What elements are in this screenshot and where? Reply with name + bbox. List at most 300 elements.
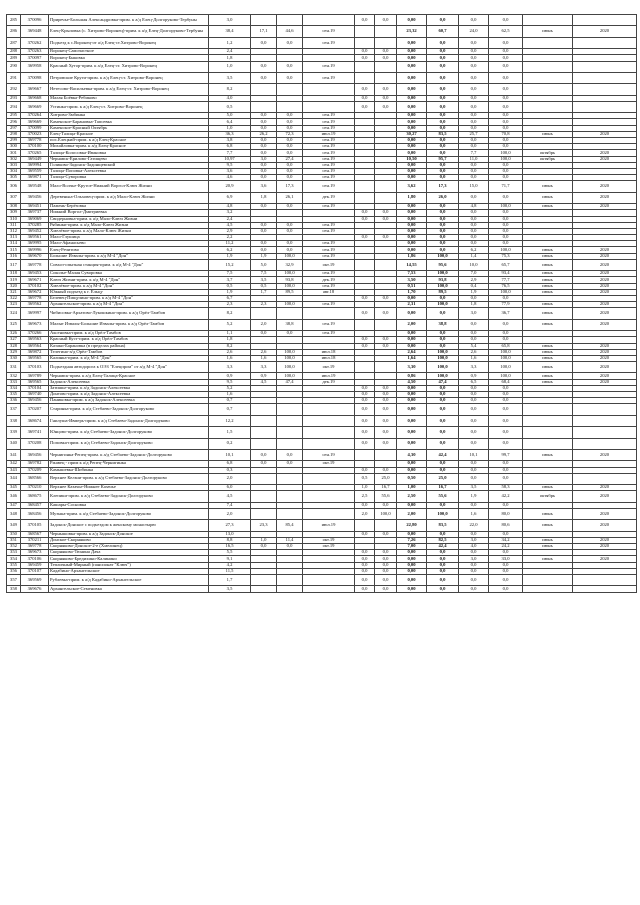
cell-length: 1,6 [209, 355, 251, 361]
cell-row-number: 294 [7, 101, 21, 112]
cell-plan-year: 2020 [573, 319, 637, 330]
cell-road-name: Хмелёвое-прим. к а/д М-4 "Дон" [49, 283, 209, 289]
cell-repaired-pct: 93,8 [277, 277, 303, 283]
cell-repaired-km: 0,0 [251, 544, 277, 550]
cell-plan-km: 0,0 [459, 15, 489, 26]
cell-inspection-date: сен.19 [303, 181, 355, 192]
cell-road-name: Каменское-Красный Октябрь [49, 125, 209, 131]
cell-road-name: Старинка-прим. к а/д Стебаево-Задонск-Долгоруково [49, 404, 209, 415]
cell-length: 3,5 [209, 586, 251, 592]
cell-inspection-date: сен.19 [303, 228, 355, 234]
cell-inspection-date: окт.19 [303, 544, 355, 550]
cell-length: 2,3 [209, 302, 251, 308]
cell-plan-pct: 0,0 [489, 562, 523, 568]
cell-total-km: 2,50 [397, 491, 427, 502]
cell-total-pct: 0,0 [427, 461, 459, 467]
cell-length: 3,7 [209, 277, 251, 283]
cell-plan-month: июнь [523, 259, 573, 270]
cell-repaired-pct: 0,0 [277, 150, 303, 156]
cell-plan-month: июнь [523, 271, 573, 277]
cell-road-id: 368675 [21, 491, 49, 502]
cell-road-name: Клепики-прим. к а/д Стебаево-Задонск-Долгоруково [49, 491, 209, 502]
cell-repaired-pct: 0,0 [277, 544, 303, 550]
cell-plan-year [573, 473, 637, 484]
cell-plan-km: 0,0 [459, 331, 489, 337]
cell-length: 3,6 [209, 168, 251, 174]
cell-total-km: 22,80 [397, 520, 427, 531]
cell-road-name: Задонск-Алексеевка [49, 379, 209, 385]
cell-plan-km: 0,0 [459, 138, 489, 144]
cell-length: 1,8 [209, 55, 251, 61]
cell-total-pct: 0,0 [427, 175, 459, 181]
cell-add-km: 0,0 [355, 550, 375, 556]
cell-total-km: 0,00 [397, 398, 427, 404]
cell-total-km: 0,00 [397, 531, 427, 537]
cell-road-name: Рублевка-прим. к а/д Кадабино-Архангельское [49, 574, 209, 585]
cell-plan-pct: 0,0 [489, 101, 523, 112]
cell-add-pct: 0,0 [375, 385, 397, 391]
cell-plan-month: июнь [523, 520, 573, 531]
cell-length: 11,5 [209, 568, 251, 574]
cell-repaired-pct: 0,0 [277, 72, 303, 83]
cell-total-pct: 0,0 [427, 101, 459, 112]
cell-total-pct: 0,0 [427, 331, 459, 337]
table-row [7, 259, 637, 270]
cell-plan-pct: 34,2 [489, 537, 523, 543]
cell-repaired-km: 3,5 [251, 277, 277, 283]
cell-length: 7,5 [209, 271, 251, 277]
cell-road-name: Чибисовка-Архатово-Лукошкино-прим. к а/д Орёл-Тамбов [49, 308, 209, 319]
table-row [7, 72, 637, 83]
cell-plan-km: 0,0 [459, 568, 489, 574]
cell-road-name: Воронец-Быковка [49, 55, 209, 61]
cell-road-name: Красный Куст-прим. к а/д Орёл-Тамбов [49, 337, 209, 343]
cell-plan-year [573, 84, 637, 95]
cell-total-pct: 0,0 [427, 586, 459, 592]
cell-road-id: 370209 [21, 467, 49, 473]
cell-road-name: Петровские Круги-прим. к а/д Елец-ст. Хитрово-Воронец [49, 72, 209, 83]
cell-row-number: 358 [7, 586, 21, 592]
cell-total-km: 0,00 [397, 404, 427, 415]
cell-total-km: 0,00 [397, 337, 427, 343]
cell-add-km: 2,5 [355, 491, 375, 502]
cell-road-id: 368674 [21, 415, 49, 426]
cell-plan-year: 2020 [573, 26, 637, 37]
cell-length: 7,4 [209, 502, 251, 508]
cell-plan-km: 0,9 [459, 373, 489, 379]
cell-road-name: Верхнее Кельчи-прим. к а/д Стебаево-Задонск-Долгоруково [49, 473, 209, 484]
cell-road-name: Затишье-прим. к а/д Задонск-Алексеевка [49, 385, 209, 391]
cell-total-pct: 0,0 [427, 398, 459, 404]
table-row [7, 283, 637, 289]
cell-inspection-date: сен.19 [303, 144, 355, 150]
cell-row-number: 295 [7, 113, 21, 119]
cell-repaired-pct: 100,0 [277, 271, 303, 277]
cell-inspection-date: сен.19 [303, 162, 355, 168]
cell-plan-month [523, 15, 573, 26]
cell-length: 2,4 [209, 216, 251, 222]
cell-plan-km: 10,0 [459, 259, 489, 270]
cell-length: 2,2 [209, 235, 251, 241]
document-sheet [6, 14, 636, 593]
cell-plan-month [523, 415, 573, 426]
cell-plan-month: октябрь [523, 156, 573, 162]
cell-plan-pct: 0,0 [489, 415, 523, 426]
cell-total-pct: 0,0 [427, 404, 459, 415]
cell-length: 3,5 [209, 72, 251, 83]
cell-plan-km: 0,0 [459, 95, 489, 101]
cell-row-number: 314 [7, 241, 21, 247]
cell-road-name: Совхоз-опытная станция-прим. к а/д М-4 "Дон" [49, 259, 209, 270]
cell-plan-km: 25,7 [459, 131, 489, 137]
cell-row-number: 325 [7, 319, 21, 330]
cell-plan-year: 2020 [573, 181, 637, 192]
cell-road-name: Рябинки-прим. к а/д Мало-Ключ Жизни [49, 222, 209, 228]
cell-repaired-pct: 0,0 [277, 331, 303, 337]
cell-plan-km: 0,0 [459, 385, 489, 391]
cell-plan-year: 2020 [573, 349, 637, 355]
cell-road-name: Талица-Поповка-Алексеевка [49, 168, 209, 174]
cell-road-id: 370098 [21, 72, 49, 83]
cell-row-number: 332 [7, 373, 21, 379]
cell-road-name: Задонск-Донское с подъездом к женскому монастырю [49, 520, 209, 531]
cell-plan-year: 2020 [573, 192, 637, 203]
cell-total-km: 0,00 [397, 586, 427, 592]
cell-plan-km: 0,0 [459, 228, 489, 234]
table-row [7, 271, 637, 277]
cell-road-id: 368457 [21, 502, 49, 508]
cell-road-name: Паниковка-прим. к а/д Задонск-Алексеевка [49, 398, 209, 404]
cell-plan-km: 7,0 [459, 271, 489, 277]
table-row [7, 37, 637, 48]
cell-row-number: 310 [7, 216, 21, 222]
cell-plan-km: 22,0 [459, 520, 489, 531]
cell-road-name: Деревенька-Ольховец-прим. к а/д Мало-Ключ Жизни [49, 192, 209, 203]
cell-plan-year: 2020 [573, 302, 637, 308]
cell-length: 2,4 [209, 49, 251, 55]
cell-repaired-pct: 32,9 [277, 259, 303, 270]
cell-length: 2,9 [209, 228, 251, 234]
cell-add-km [355, 72, 375, 83]
cell-row-number: 291 [7, 72, 21, 83]
cell-plan-pct: 0,0 [489, 467, 523, 473]
cell-plan-km: 0,0 [459, 404, 489, 415]
cell-plan-month: октябрь [523, 491, 573, 502]
cell-plan-year: 2020 [573, 277, 637, 283]
cell-row-number: 299 [7, 138, 21, 144]
cell-total-pct: 100,0 [427, 373, 459, 379]
cell-road-id: 369994 [21, 162, 49, 168]
cell-road-name: Пажень-Берёзовка [49, 204, 209, 210]
cell-add-km: 0,0 [355, 392, 375, 398]
cell-repaired-pct: 100,0 [277, 349, 303, 355]
cell-plan-km: 0,0 [459, 319, 489, 330]
cell-length: 9,1 [209, 556, 251, 562]
cell-plan-pct: 80,6 [489, 520, 523, 531]
cell-repaired-pct: 85,4 [277, 520, 303, 531]
cell-row-number: 336 [7, 398, 21, 404]
cell-total-km: 7,00 [397, 544, 427, 550]
cell-road-name: Мало-Афанасьево [49, 241, 209, 247]
cell-plan-km: 0,0 [459, 175, 489, 181]
cell-road-id: 369737 [21, 210, 49, 216]
cell-repaired-pct: 26,1 [277, 192, 303, 203]
cell-total-km: 0,00 [397, 467, 427, 473]
cell-length: 1,5 [209, 427, 251, 438]
table-row [7, 26, 637, 37]
cell-road-name: Голиково-Задонск-Задонщевский [49, 162, 209, 168]
cell-add-pct: 0,0 [375, 398, 397, 404]
cell-road-id: 369669 [21, 119, 49, 125]
cell-row-number: 334 [7, 385, 21, 391]
cell-total-km: 0,00 [397, 241, 427, 247]
cell-plan-km: 4,8 [459, 204, 489, 210]
cell-add-pct: 0,0 [375, 84, 397, 95]
table-row [7, 150, 637, 156]
cell-repaired-km: 4,5 [251, 379, 277, 385]
cell-inspection-date: сен.19 [303, 319, 355, 330]
cell-repaired-km: 1,8 [251, 192, 277, 203]
cell-length: 8,8 [209, 537, 251, 543]
cell-length: 3,8 [209, 138, 251, 144]
cell-road-id: 369569 [21, 574, 49, 585]
cell-add-km: 0,0 [355, 101, 375, 112]
cell-plan-km: 0,0 [459, 574, 489, 585]
cell-row-number: 319 [7, 277, 21, 283]
cell-row-number: 288 [7, 49, 21, 55]
cell-plan-km: 0,0 [459, 61, 489, 72]
cell-row-number: 290 [7, 61, 21, 72]
cell-repaired-km: 0,0 [251, 461, 277, 467]
cell-total-km: 0,00 [397, 144, 427, 150]
cell-repaired-km: 0,5 [251, 283, 277, 289]
cell-repaired-km: 2,0 [251, 319, 277, 330]
cell-add-pct [375, 192, 397, 203]
cell-add-km: 0,0 [355, 385, 375, 391]
cell-plan-month: июнь [523, 349, 573, 355]
cell-plan-pct: 100,0 [489, 362, 523, 373]
cell-plan-km: 0,0 [459, 144, 489, 150]
cell-repaired-km: 0,0 [251, 162, 277, 168]
table-row [7, 449, 637, 460]
cell-add-pct: 0,0 [375, 586, 397, 592]
cell-plan-pct: 0,0 [489, 119, 523, 125]
cell-total-km: 0,00 [397, 331, 427, 337]
cell-plan-km: 6,2 [459, 247, 489, 253]
cell-road-name: пос.Елецкий-прим. к а/д Елец-Красное [49, 138, 209, 144]
cell-row-number: 301 [7, 150, 21, 156]
cell-road-name: Чернавск-Ерилово-Гатищево [49, 156, 209, 162]
cell-road-name: Кадабино-Архангельское [49, 568, 209, 574]
cell-length: 2,0 [209, 508, 251, 519]
cell-repaired-pct: 0,0 [277, 162, 303, 168]
cell-plan-km: 5,4 [459, 343, 489, 349]
cell-length: 11,2 [209, 241, 251, 247]
cell-add-km: 0,0 [355, 337, 375, 343]
cell-total-pct: 0,0 [427, 531, 459, 537]
cell-plan-pct: 0,0 [489, 175, 523, 181]
cell-total-pct: 0,0 [427, 574, 459, 585]
cell-inspection-date: июл.19 [303, 373, 355, 379]
cell-length: 1,9 [209, 253, 251, 259]
cell-length: 12,2 [209, 415, 251, 426]
cell-length: 1,9 [209, 289, 251, 295]
cell-repaired-pct [277, 574, 303, 585]
cell-repaired-km: 2,3 [251, 302, 277, 308]
cell-plan-pct: 36,7 [489, 308, 523, 319]
cell-plan-year: 2020 [573, 520, 637, 531]
cell-plan-month: июнь [523, 302, 573, 308]
cell-plan-pct: 0,0 [489, 241, 523, 247]
cell-repaired-km: 0,0 [251, 72, 277, 83]
cell-add-km: 0,0 [355, 216, 375, 222]
cell-total-km: 0,50 [397, 473, 427, 484]
cell-road-name: Телегино-а/д Орёл-Тамбов [49, 349, 209, 355]
cell-total-km: 2,00 [397, 508, 427, 519]
cell-row-number: 357 [7, 574, 21, 585]
cell-plan-km: 0,0 [459, 216, 489, 222]
cell-repaired-km: 0,0 [251, 331, 277, 337]
cell-plan-year: 2020 [573, 131, 637, 137]
cell-total-pct: 0,0 [427, 119, 459, 125]
cell-total-km: 0,00 [397, 125, 427, 131]
cell-length: 0,7 [209, 404, 251, 415]
cell-road-name: Музыка-прим. к а/д Стебаево-Задонск-Долгоруково [49, 508, 209, 519]
cell-row-number: 328 [7, 343, 21, 349]
table-row [7, 253, 637, 259]
cell-total-pct: 0,0 [427, 49, 459, 55]
cell-road-id: 369789 [21, 373, 49, 379]
cell-repaired-pct: 11,4 [277, 537, 303, 543]
cell-add-pct: 0,0 [375, 101, 397, 112]
cell-road-id: 370097 [21, 55, 49, 61]
cell-total-km: 2,00 [397, 319, 427, 330]
cell-total-km: 0,00 [397, 550, 427, 556]
cell-row-number: 316 [7, 253, 21, 259]
cell-plan-km: 0,0 [459, 113, 489, 119]
cell-total-pct: 0,0 [427, 15, 459, 26]
cell-repaired-km: 0,0 [251, 175, 277, 181]
cell-total-pct: 0,0 [427, 502, 459, 508]
cell-total-pct: 0,0 [427, 210, 459, 216]
table-row [7, 373, 637, 379]
cell-repaired-pct: 0,0 [277, 113, 303, 119]
cell-inspection-date: сен.19 [303, 37, 355, 48]
cell-total-km: 0,00 [397, 574, 427, 585]
cell-total-pct: 0,0 [427, 247, 459, 253]
cell-road-name: Хмелёвое-прим. к а/д Мало-Ключ Жизни [49, 228, 209, 234]
cell-length: 8,2 [209, 84, 251, 95]
cell-total-km: 0,00 [397, 438, 427, 449]
cell-length: 8,2 [209, 343, 251, 349]
cell-total-km: 0,00 [397, 568, 427, 574]
cell-plan-month: июнь [523, 449, 573, 460]
cell-total-pct: 100,0 [427, 508, 459, 519]
cell-road-id: 369448 [21, 26, 49, 37]
cell-total-pct: 0,0 [427, 550, 459, 556]
cell-plan-km: 0,0 [459, 37, 489, 48]
cell-road-name: Донтово-прим. к а/д Задонск-Алексеевка [49, 392, 209, 398]
cell-add-km: 2,0 [355, 508, 375, 519]
cell-inspection-date: дек.19 [303, 277, 355, 283]
cell-total-km: 0,00 [397, 502, 427, 508]
cell-inspection-date: сен.19 [303, 72, 355, 83]
cell-plan-km: 15,0 [459, 181, 489, 192]
table-body [7, 15, 637, 593]
cell-plan-km: 6,5 [459, 379, 489, 385]
cell-add-pct: 0,0 [375, 216, 397, 222]
cell-plan-month: июнь [523, 355, 573, 361]
cell-total-pct: 95,6 [427, 259, 459, 270]
cell-plan-pct: 0,0 [489, 15, 523, 26]
cell-plan-pct: 0,0 [489, 574, 523, 585]
cell-length: 1,0 [209, 125, 251, 131]
cell-row-number: 311 [7, 222, 21, 228]
cell-row-number: 300 [7, 144, 21, 150]
cell-repaired-km [251, 438, 277, 449]
cell-plan-km: 0,0 [459, 49, 489, 55]
cell-total-pct: 0,0 [427, 568, 459, 574]
cell-road-id: 369456 [21, 192, 49, 203]
cell-plan-year: 2020 [573, 289, 637, 295]
cell-plan-year [573, 404, 637, 415]
cell-total-km: 0,00 [397, 37, 427, 48]
cell-add-pct: 0,0 [375, 550, 397, 556]
cell-repaired-km: 0,0 [251, 37, 277, 48]
cell-total-km: 0,51 [397, 283, 427, 289]
cell-plan-year [573, 15, 637, 26]
cell-length: 6,8 [209, 144, 251, 150]
cell-row-number: 286 [7, 26, 21, 37]
cell-inspection-date [303, 15, 355, 26]
cell-length: 0,5 [209, 101, 251, 112]
cell-inspection-date [303, 574, 355, 585]
cell-plan-km: 3,0 [459, 556, 489, 562]
cell-repaired-pct: 44,6 [277, 26, 303, 37]
cell-add-pct: 0,0 [375, 531, 397, 537]
cell-add-km [355, 61, 375, 72]
cell-length: 2,6 [209, 349, 251, 355]
cell-total-km: 4,50 [397, 379, 427, 385]
cell-plan-year: 2020 [573, 150, 637, 156]
cell-add-pct: 0,0 [375, 438, 397, 449]
cell-plan-month: июнь [523, 319, 573, 330]
cell-plan-pct: 100,0 [489, 349, 523, 355]
cell-plan-month: июнь [523, 283, 573, 289]
cell-plan-pct: 42,2 [489, 491, 523, 502]
cell-inspection-date: сен.19 [303, 119, 355, 125]
cell-plan-km: 3,0 [459, 537, 489, 543]
cell-plan-pct: 62,5 [489, 26, 523, 37]
cell-total-km: 0,00 [397, 84, 427, 95]
cell-row-number: 340 [7, 438, 21, 449]
cell-repaired-km [251, 308, 277, 319]
cell-inspection-date: авг.18 [303, 289, 355, 295]
cell-row-number: 318 [7, 271, 21, 277]
cell-total-km: 0,00 [397, 49, 427, 55]
cell-road-id: 370104 [21, 385, 49, 391]
cell-road-name: Архангельское-Семеновка [49, 586, 209, 592]
cell-plan-pct: 0,0 [489, 586, 523, 592]
cell-plan-pct: 58,3 [489, 485, 523, 491]
cell-row-number: 289 [7, 55, 21, 61]
cell-length: 9,5 [209, 162, 251, 168]
cell-add-km: 0,0 [355, 556, 375, 562]
cell-repaired-pct [277, 404, 303, 415]
cell-road-id: 370099 [21, 125, 49, 131]
cell-road-name: Чернигинка-Репец-прим. к а/д Стебаево-Задонск-Долгоруково [49, 449, 209, 460]
cell-plan-km: 0,0 [459, 467, 489, 473]
